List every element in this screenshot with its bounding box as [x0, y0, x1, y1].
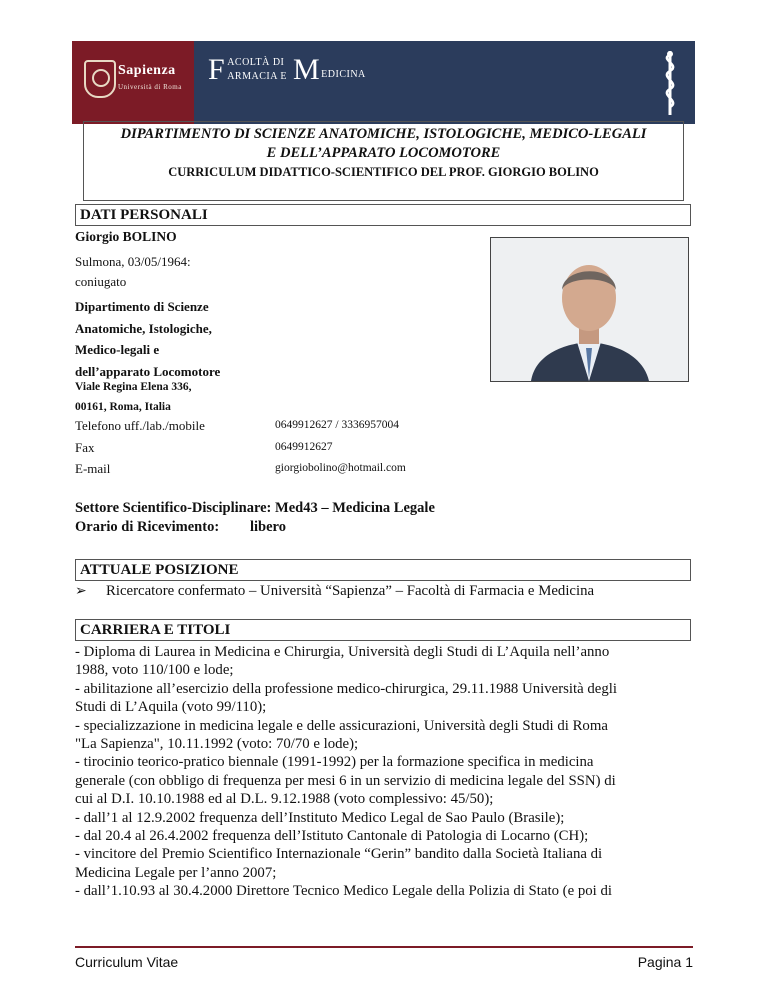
university-logo-area: [72, 41, 194, 124]
section-position-title: ATTUALE POSIZIONE: [75, 559, 691, 581]
contact-label-fax: Fax: [75, 440, 95, 455]
page-number: Pagina 1: [637, 954, 693, 970]
scientific-sector: Settore Scientifico-Disciplinare: Med43 – Medicina Legale: [75, 500, 435, 516]
footer-left-text: Curriculum Vitae: [75, 954, 179, 970]
career-list: [75, 643, 693, 901]
career-line: - dal 20.4 al 26.4.2002 frequenza dell’Istituto Cantonale di Patologia di Locarno (CH);: [75, 828, 589, 845]
footer-divider: [75, 946, 693, 948]
career-line: - Diploma di Laurea in Medicina e Chirurgia, Università degli Studi di L’Aquila nell’anno: [75, 644, 610, 660]
curriculum-title: CURRICULUM DIDATTICO-SCIENTIFICO DEL PROF. GIORGIO BOLINO: [168, 165, 599, 179]
faculty-line2: ARMACIA E: [227, 71, 287, 82]
career-line: Studi di L’Aquila (voto 99/110);: [75, 699, 267, 716]
caduceus-icon: [653, 49, 687, 117]
birth-info: Sulmona, 03/05/1964:: [75, 254, 191, 269]
contact-value-fax: 0649912627: [275, 441, 333, 453]
career-line: - dall’1 al 12.9.2002 frequenza dell’Instituto Medico Legal de Sao Paulo (Brasile);: [75, 809, 565, 826]
profile-photo: [490, 237, 689, 382]
street-address: [75, 377, 192, 417]
department-address: [75, 296, 220, 382]
contact-value-email: giorgiobolino@hotmail.com: [275, 462, 406, 474]
dept-line: Medico-legali e: [75, 342, 160, 357]
address-line: 00161, Roma, Italia: [75, 401, 171, 413]
section-personal-title: DATI PERSONALI: [75, 204, 691, 226]
faculty-logo: [208, 53, 366, 86]
office-hours-value: libero: [250, 519, 286, 535]
university-subtitle: Università di Roma: [118, 83, 182, 91]
university-name: Sapienza: [118, 63, 176, 78]
portrait-image: [491, 238, 688, 381]
contact-label-email: E-mail: [75, 461, 111, 476]
department-line1: DIPARTIMENTO DI SCIENZE ANATOMICHE, ISTOLOGICHE, MEDICO-LEGALI: [120, 126, 647, 142]
department-header: [83, 121, 684, 201]
header-banner: [72, 41, 695, 124]
university-seal-icon: [84, 60, 116, 98]
career-line: 1988, voto 110/100 e lode;: [75, 662, 234, 679]
person-name: Giorgio BOLINO: [75, 229, 177, 244]
bullet-arrow-icon: ➢: [75, 584, 87, 599]
career-line: - dall’1.10.93 al 30.4.2000 Direttore Tecnico Medico Legale della Polizia di Stato (e poi di: [75, 883, 612, 900]
current-position: Ricercatore confermato – Università “Sapienza” – Facoltà di Farmacia e Medicina: [106, 583, 595, 599]
faculty-line1: ACOLTÀ DI: [227, 57, 285, 68]
dept-line: Dipartimento di Scienze: [75, 299, 209, 314]
career-line: - abilitazione all’esercizio della professione medico-chirurgica, 29.11.1988 Università degli: [75, 680, 617, 697]
contact-value-phone: 0649912627 / 3336957004: [275, 419, 399, 431]
dept-line: dell’apparato Locomotore: [75, 363, 221, 379]
career-line: cui al D.I. 10.10.1988 ed al D.L. 9.12.1988 (voto complessivo: 45/50);: [75, 791, 494, 808]
faculty-logo-layout: [208, 53, 366, 86]
contact-label-phone: Telefono uff./lab./mobile: [75, 418, 205, 433]
department-line2: E DELL’APPARATO LOCOMOTORE: [266, 145, 501, 161]
office-hours-label: Orario di Ricevimento:: [75, 519, 220, 535]
career-line: "La Sapienza", 10.11.1992 (voto: 70/70 e lode);: [75, 736, 359, 753]
faculty-edicina: EDICINA: [321, 69, 366, 80]
dept-line: Anatomiche, Istologiche,: [75, 320, 212, 336]
faculty-m: M: [292, 53, 321, 86]
faculty-initial: F: [208, 53, 226, 86]
career-line: - vincitore del Premio Scientifico Internazionale “Gerin” bandito dalla Società Italiana di: [75, 846, 603, 863]
career-line: - tirocinio teorico-pratico biennale (1991-1992) per la formazione specifica in medicina: [75, 754, 594, 771]
career-line: generale (con obbligo di frequenza per mesi 6 in un servizio di medicina legale del SSN) di: [75, 772, 616, 789]
address-line: Viale Regina Elena 336,: [75, 381, 192, 393]
marital-status: coniugato: [75, 274, 127, 289]
section-career-title: CARRIERA E TITOLI: [75, 619, 691, 641]
career-line: - specializzazione in medicina legale e delle assicurazioni, Università degli Studi di Roma: [75, 717, 608, 734]
career-line: Medicina Legale per l’anno 2007;: [75, 864, 277, 881]
